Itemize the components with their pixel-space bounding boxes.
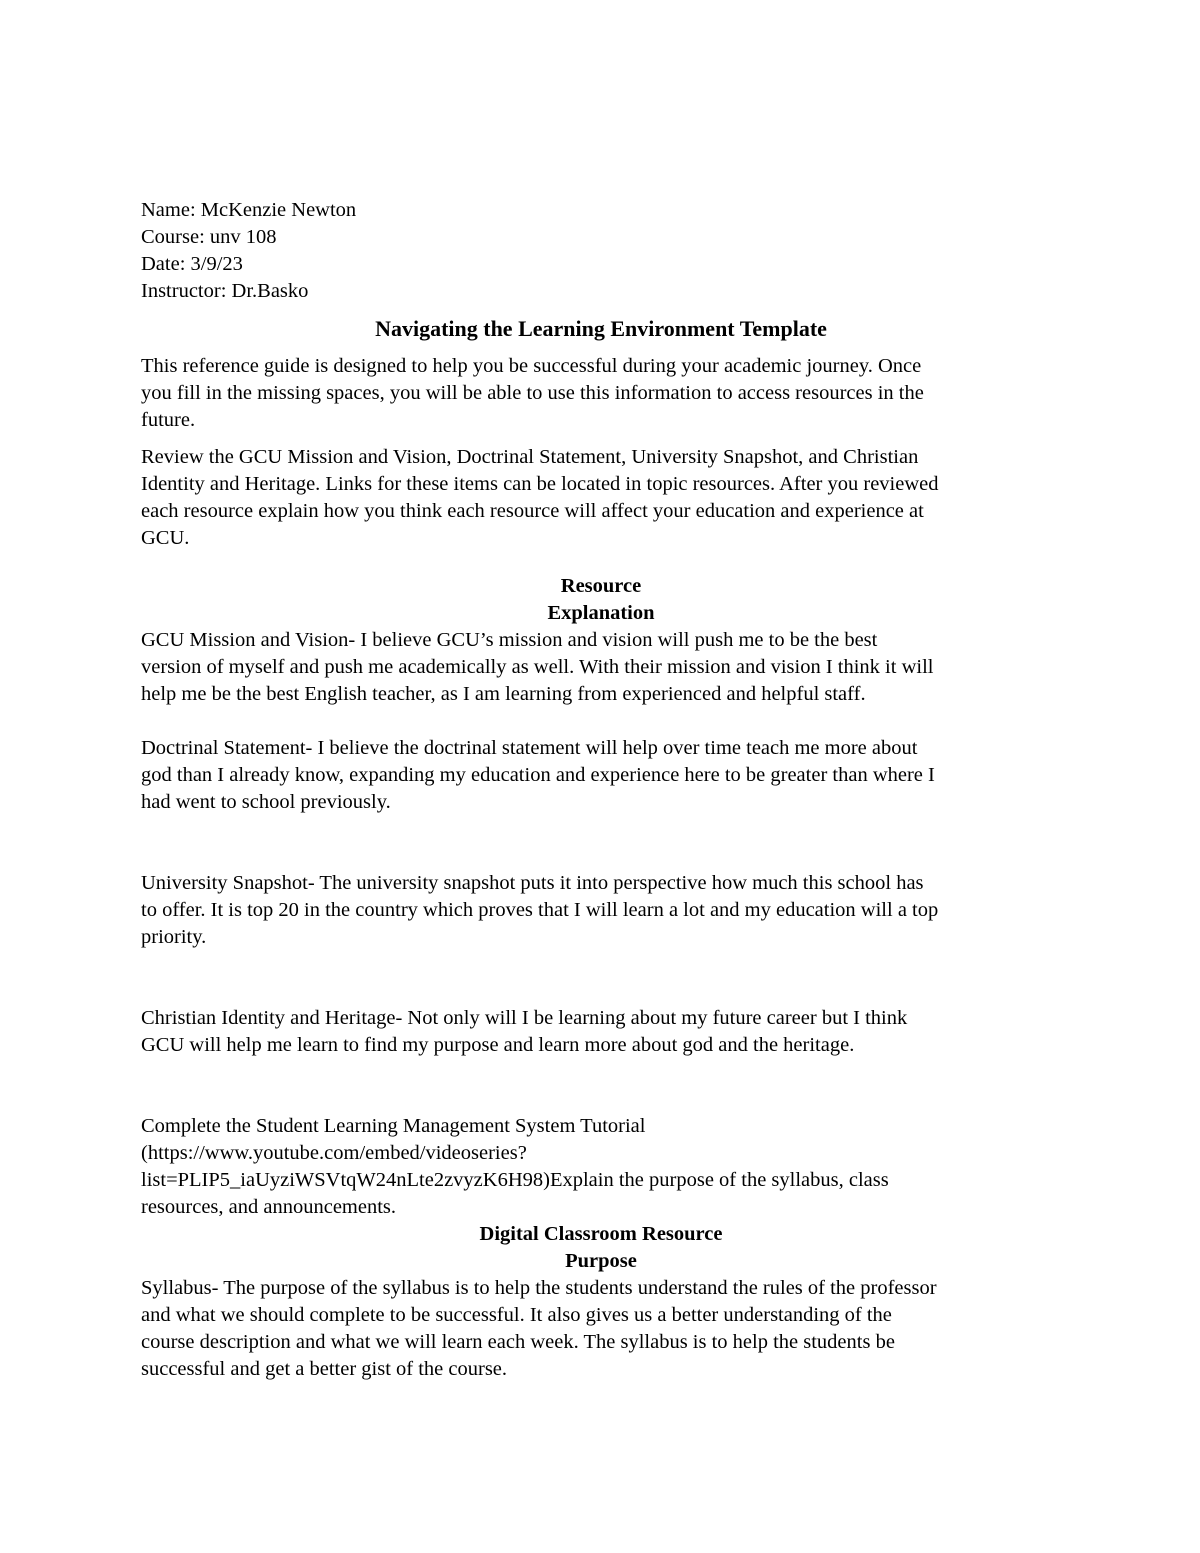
text-line: Identity and Heritage. Links for these items can be located in topic resources. After you reviewed xyxy=(141,473,939,495)
purpose-heading: Purpose xyxy=(565,1250,637,1272)
document-title: Navigating the Learning Environment Template xyxy=(375,316,827,341)
text-line: you fill in the missing spaces, you will be able to use this information to access resources in the xyxy=(141,382,924,404)
instructor-line: Instructor: Dr.Basko xyxy=(141,280,309,302)
text-line: GCU Mission and Vision- I believe GCU’s mission and vision will push me to be the best xyxy=(141,629,878,651)
text-line: list=PLIP5_iaUyziWSVtqW24nLte2zvyzK6H98)Explain the purpose of the syllabus, class xyxy=(141,1169,889,1191)
text-line: version of myself and push me academically as well. With their mission and vision I think it will xyxy=(141,656,934,678)
spacer xyxy=(141,1059,1061,1113)
text-line: Review the GCU Mission and Vision, Doctrinal Statement, University Snapshot, and Christian xyxy=(141,446,919,468)
text-line: to offer. It is top 20 in the country which proves that I will learn a lot and my education will a top xyxy=(141,899,939,921)
text-line: GCU will help me learn to find my purpose and learn more about god and the heritage. xyxy=(141,1034,855,1056)
text-line: Doctrinal Statement- I believe the doctrinal statement will help over time teach me more about xyxy=(141,737,918,759)
text-line: University Snapshot- The university snapshot puts it into perspective how much this school has xyxy=(141,872,924,894)
spacer xyxy=(141,708,1061,735)
text-line: future. xyxy=(141,409,196,431)
name-line: Name: McKenzie Newton xyxy=(141,199,357,221)
text-line: each resource explain how you think each resource will affect your education and experience at xyxy=(141,500,924,522)
university-snapshot-entry xyxy=(141,870,1061,951)
text-line: This reference guide is designed to help you be successful during your academic journey. Once xyxy=(141,355,922,377)
lms-instructions xyxy=(141,1113,1061,1221)
course-line: Course: unv 108 xyxy=(141,226,277,248)
resource-heading: Resource xyxy=(560,575,642,597)
text-line: Syllabus- The purpose of the syllabus is to help the students understand the rules of the professor xyxy=(141,1277,937,1299)
spacer xyxy=(141,562,1061,573)
intro-paragraph-1 xyxy=(141,353,1061,434)
text-line: resources, and announcements. xyxy=(141,1196,397,1218)
intro-paragraph-2 xyxy=(141,444,1061,552)
mission-vision-entry xyxy=(141,627,1061,708)
text-line: course description and what we will learn each week. The syllabus is to help the students be xyxy=(141,1331,895,1353)
text-line: (https://www.youtube.com/embed/videoseries? xyxy=(141,1142,527,1164)
text-line: help me be the best English teacher, as I am learning from experienced and helpful staff. xyxy=(141,683,866,705)
date-line: Date: 3/9/23 xyxy=(141,253,243,275)
text-line: Christian Identity and Heritage- Not only will I be learning about my future career but I think xyxy=(141,1007,908,1029)
student-info-block xyxy=(141,197,1061,305)
text-line: GCU. xyxy=(141,527,190,549)
spacer xyxy=(141,816,1061,870)
text-line: successful and get a better gist of the course. xyxy=(141,1358,508,1380)
text-line: had went to school previously. xyxy=(141,791,391,813)
text-line: Complete the Student Learning Management System Tutorial xyxy=(141,1115,646,1137)
document-page xyxy=(141,197,1061,1383)
spacer xyxy=(141,951,1061,1005)
digital-classroom-heading: Digital Classroom Resource xyxy=(479,1223,723,1245)
text-line: priority. xyxy=(141,926,207,948)
text-line: god than I already know, expanding my education and experience here to be greater than where I xyxy=(141,764,935,786)
christian-identity-entry xyxy=(141,1005,1061,1059)
syllabus-entry xyxy=(141,1275,1061,1383)
text-line: and what we should complete to be successful. It also gives us a better understanding of the xyxy=(141,1304,892,1326)
doctrinal-statement-entry xyxy=(141,735,1061,816)
explanation-heading: Explanation xyxy=(547,602,655,624)
